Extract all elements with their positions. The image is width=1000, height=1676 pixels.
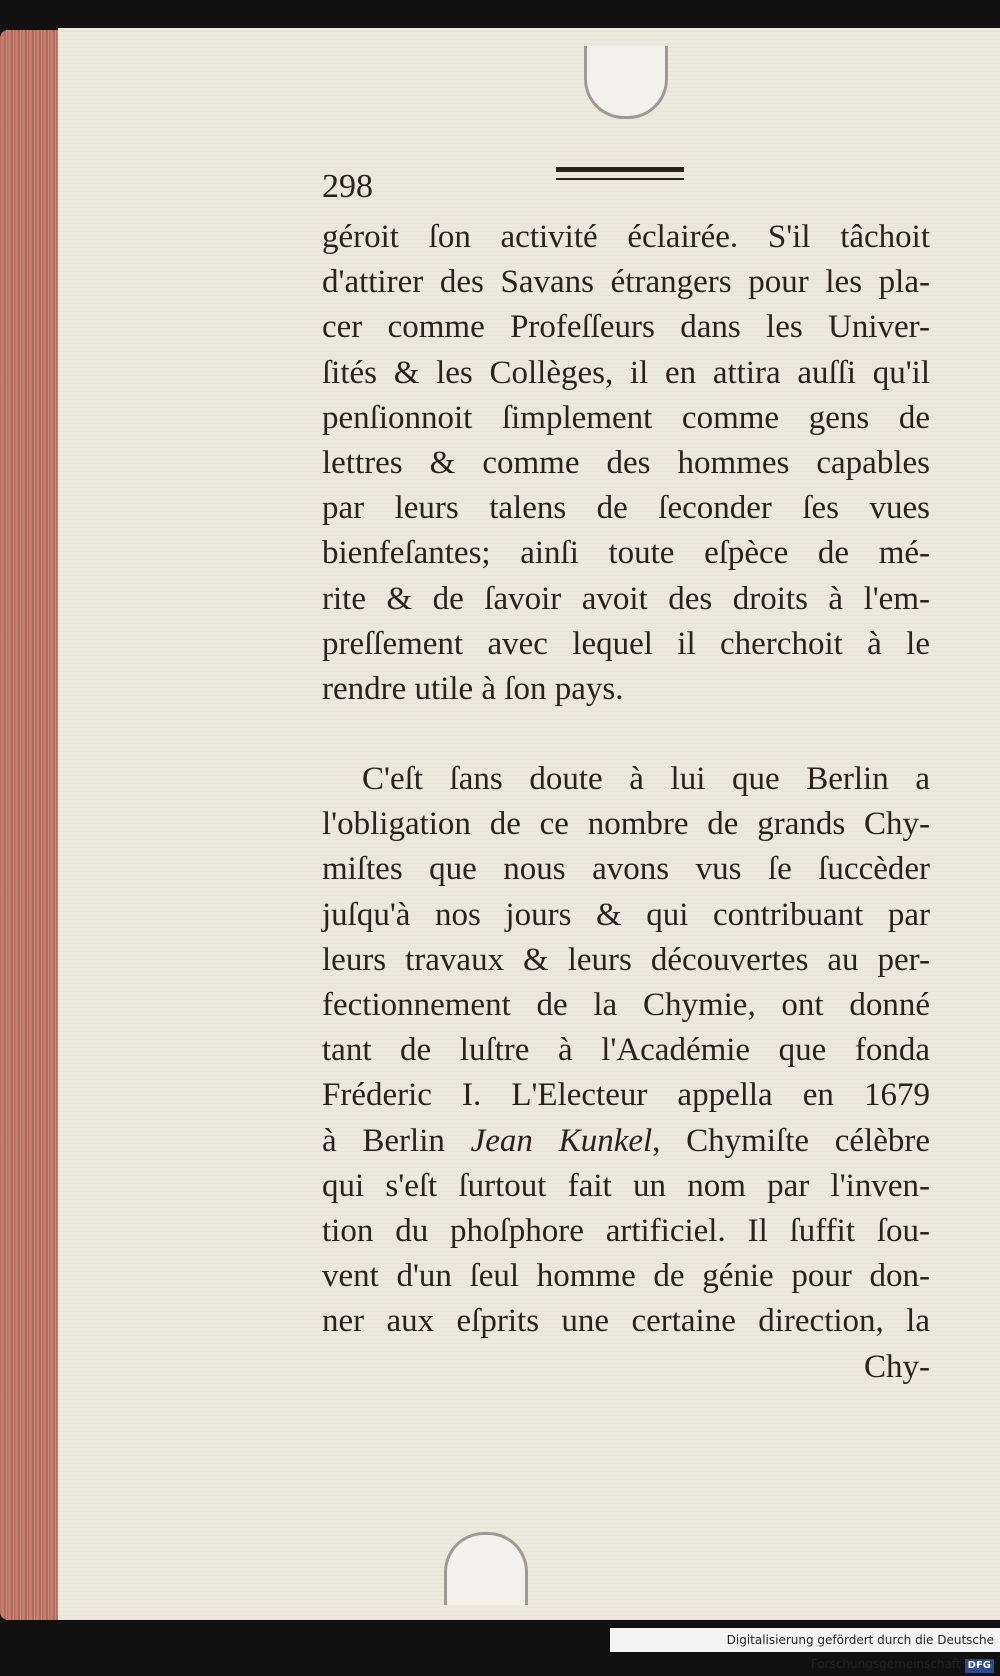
catchword: Chy- <box>864 1348 930 1385</box>
body-text <box>322 215 930 1390</box>
clip-bottom <box>444 1532 528 1605</box>
text-line: cer comme Profeſſeurs dans les Univer- <box>322 309 930 346</box>
text-line: bienfeſantes; ainſi toute eſpèce de mé- <box>322 535 930 572</box>
text-line: tant de luſtre à l'Académie que fonda <box>322 1032 930 1069</box>
clip-top <box>584 46 668 119</box>
text-line <box>322 1119 930 1164</box>
text-line: par leurs talens de ſeconder ſes vues <box>322 490 930 527</box>
credit-text: Digitalisierung gefördert durch die Deutsche Forschungsgemeinschaft <box>726 1633 994 1671</box>
text-line: d'attirer des Savans étrangers pour les pla- <box>322 264 930 301</box>
text-line: juſqu'à nos jours & qui contribuant par <box>322 896 930 933</box>
text-fragment: à Berlin <box>322 1122 471 1159</box>
text-line: fectionnement de la Chymie, ont donné <box>322 987 930 1023</box>
text-line: ner aux eſprits une certaine direction, la <box>322 1303 930 1340</box>
text-line: ſités & les Collèges, il en attira auſſi qu'il <box>322 354 930 391</box>
dfg-logo-icon: DFG <box>965 1659 994 1673</box>
text-line: rite & de ſavoir avoit des droits à l'em- <box>322 580 930 617</box>
text-line: penſionnoit ſimplement comme gens de <box>322 399 930 436</box>
text-line: lettres & comme des hommes capables <box>322 444 930 481</box>
person-name: Jean Kunkel <box>470 1122 653 1159</box>
text-line: preſſement avec lequel il cherchoit à le <box>322 625 930 662</box>
header-rule <box>556 167 684 180</box>
paragraph-2 <box>322 757 930 1390</box>
digitization-credit <box>610 1628 1000 1671</box>
text-line: Fréderic I. L'Electeur appella en 1679 <box>322 1077 930 1114</box>
text-line: leurs travaux & leurs découvertes au per- <box>322 941 930 978</box>
text-fragment: , Chymiſte célèbre <box>652 1122 930 1159</box>
text-line: géroit ſon activité éclairée. S'il tâchoit <box>322 219 930 255</box>
paragraph-1 <box>322 215 930 712</box>
text-line: l'obligation de ce nombre de grands Chy- <box>322 806 930 843</box>
text-line: vent d'un ſeul homme de génie pour don- <box>322 1258 930 1295</box>
page-number: 298 <box>322 168 373 205</box>
text-line: tion du phoſphore artificiel. Il ſuffit ſou- <box>322 1212 930 1249</box>
text-line: rendre utile à ſon pays. <box>322 670 624 707</box>
text-line: C'eſt ſans doute à lui que Berlin a <box>362 761 930 798</box>
text-line: qui s'eſt ſurtout fait un nom par l'inven- <box>322 1167 930 1204</box>
text-line: miſtes que nous avons vus ſe ſuccèder <box>322 851 930 888</box>
